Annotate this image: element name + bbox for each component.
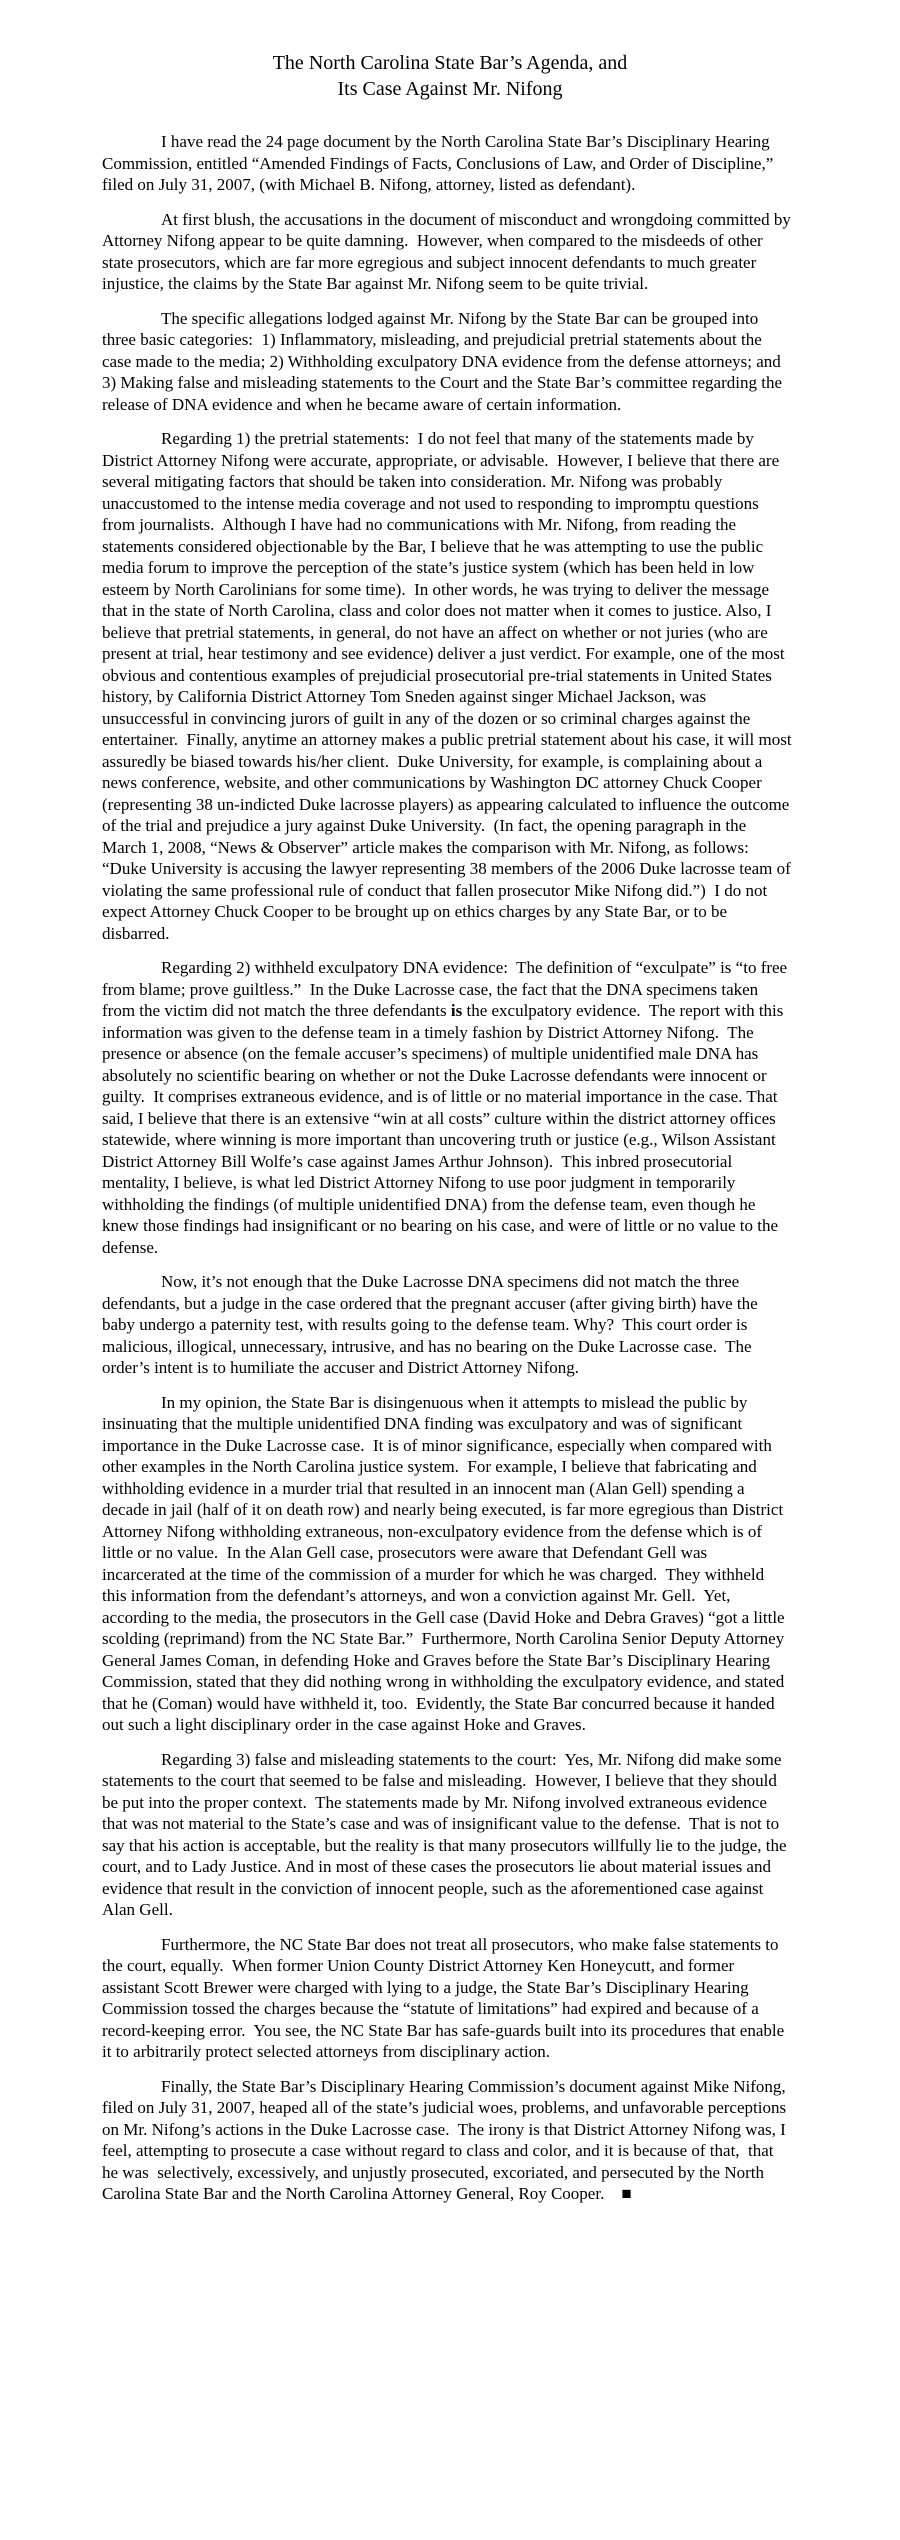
text-run: Regarding 3) false and misleading statements to the court: Yes, Mr. Nifong did make some statements to the court that seemed to be false and misleading. However, I believe that they should be put into the proper context. The statements made by Mr. Nifong involved extraneous evidence that was not material to the State’s case and was of insignificant value to the defense. That is not to say that his action is acceptable, but the reality is that many prosecutors willfully lie to the judge, the court, and to Lady Justice. And in most of these cases the prosecutors lie about material issues and evidence that result in the conviction of innocent people, such as the aforementioned case against Alan Gell. xyxy=(102,1749,791,1919)
document-body xyxy=(102,131,796,2205)
text-run: In my opinion, the State Bar is disingenuous when it attempts to mislead the public by insinuating that the multiple unidentified DNA finding was exculpatory and was of significant importance in the Duke Lacrosse case. It is of minor significance, especially when compared with other examples in the North Carolina justice system. For example, I believe that fabricating and withholding evidence in a murder trial that resulted in an innocent man (Alan Gell) spending a decade in jail (half of it on death row) and nearly being executed, is far more egregious than District Attorney Nifong withholding extraneous, non-exculpatory evidence from the defense which is of little or no value. In the Alan Gell case, prosecutors were aware that Defendant Gell was incarcerated at the time of the commission of a murder for which he was charged. They withheld this information from the defendant’s attorneys, and won a conviction against Mr. Gell. Yet, according to the media, the prosecutors in the Gell case (David Hoke and Debra Graves) “got a little scolding (reprimand) from the NC State Bar.” Furthermore, North Carolina Senior Deputy Attorney General James Coman, in defending Hoke and Graves before the State Bar’s Disciplinary Hearing Commission, stated that they did nothing wrong in withholding the exculpatory evidence, and stated that he (Coman) would have withheld it, too. Evidently, the State Bar concurred because it handed out such a light disciplinary order in the case against Hoke and Graves. xyxy=(102,1392,789,1734)
text-run: the exculpatory evidence. The report with this information was given to the defense team in a timely fashion by District Attorney Nifong. The presence or absence (on the female accuser’s specimens) of multiple unidentified male DNA has absolutely no scientific bearing on whether or not the Duke Lacrosse defendants were innocent or guilty. It comprises extraneous evidence, and is of little or no material importance in the case. That said, I believe that there is an extensive “win at all costs” culture within the district attorney offices statewide, where winning is more important than uncovering truth or justice (e.g., Wilson Assistant District Attorney Bill Wolfe’s case against James Arthur Johnson). This inbred prosecutorial mentality, I believe, is what led District Attorney Nifong to use poor judgment in temporarily withholding the findings (of multiple unidentified DNA) from the defense team, even though he knew those findings had insignificant or no bearing on his case, and were of little or no value to the defense. xyxy=(102,1001,788,1257)
title-line-2: Its Case Against Mr. Nifong xyxy=(337,78,563,100)
text-run: Now, it’s not enough that the Duke Lacrosse DNA specimens did not match the three defendants, but a judge in the case ordered that the pregnant accuser (after giving birth) have the baby undergo a paternity test, with results going to the defense team. Why? This court order is malicious, illogical, unnecessary, intrusive, and has no bearing on the Duke Lacrosse case. The order’s intent is to humiliate the accuser and District Attorney Nifong. xyxy=(102,1272,762,1377)
paragraph xyxy=(102,308,792,416)
document-title xyxy=(0,0,900,102)
paragraph xyxy=(102,1934,792,2063)
text-run: At first blush, the accusations in the document of misconduct and wrongdoing committed by Attorney Nifong appear to be quite damning. However, when compared to the misdeeds of other state prosecutors, which are far more egregious and subject innocent defendants to much greater injustice, the claims by the State Bar against Mr. Nifong seem to be quite trivial. xyxy=(102,209,795,293)
text-run: The specific allegations lodged against Mr. Nifong by the State Bar can be grouped into three basic categories: 1) Inflammatory, misleading, and prejudicial pretrial statements about the case made to the media; 2) Withholding exculpatory DNA evidence from the defense attorneys; and 3) Making false and misleading statements to the Court and the State Bar’s committee regarding the release of DNA evidence and when he became aware of certain information. xyxy=(102,308,787,414)
title-line-1: The North Carolina State Bar’s Agenda, and xyxy=(272,52,628,74)
text-run: Furthermore, the NC State Bar does not treat all prosecutors, who make false statements to the court, equally. When former Union County District Attorney Ken Honeycutt, and former assistant Scott Brewer were charged with lying to a judge, the State Bar’s Disciplinary Hearing Commission tossed the charges because the “statute of limitations” had expired and because of a record-keeping error. You see, the NC State Bar has safe-guards built into its procedures that enable it to arbitrarily protect selected attorneys from disciplinary action. xyxy=(102,1934,789,2061)
text-run: Regarding 2) withheld exculpatory DNA evidence: The definition of “exculpate” is “to free from blame; prove guiltless.” In the Duke Lacrosse case, the fact that the DNA specimens taken from the victim did not match the three defendants xyxy=(102,958,792,1020)
paragraph xyxy=(102,131,792,196)
text-run: I have read the 24 page document by the North Carolina State Bar’s Disciplinary Hearing Commission, entitled “Amended Findings of Facts, Conclusions of Law, and Order of Discipline,” filed on July 31, 2007, (with Michael B. Nifong, attorney, listed as defendant). xyxy=(102,132,778,194)
text-run: Finally, the State Bar’s Disciplinary Hearing Commission’s document against Mike Nifong, filed on July 31, 2007, heaped all of the state’s judicial woes, problems, and unfavorable perceptions on Mr. Nifong’s actions in the Duke Lacrosse case. The irony is that District Attorney Nifong was, I feel, attempting to prosecute a case without regard to class and color, and it is because of that, that he was selectively, excessively, and unjustly prosecuted, excoriated, and persecuted by the North Carolina State Bar and the North Carolina Attorney General, Roy Cooper. xyxy=(102,2076,791,2203)
paragraph xyxy=(102,1749,792,1921)
paragraph xyxy=(102,2076,792,2205)
paragraph xyxy=(102,1271,792,1379)
end-of-article-marker: ■ xyxy=(621,2184,632,2203)
text-run: Regarding 1) the pretrial statements: I do not feel that many of the statements made by District Attorney Nifong were accurate, appropriate, or advisable. However, I believe that there are several mitigating factors that should be taken into consideration. Mr. Nifong was probably unaccustomed to the intense media coverage and not used to responding to impromptu questions from journalists. Although I have had no communications with Mr. Nifong, from reading the statements considered objectionable by the Bar, I believe that he was attempting to use the public media forum to improve the perception of the state’s justice system (which has been held in low esteem by North Carolinians for some time). In other words, he was trying to deliver the message that in the state of North Carolina, class and color does not matter when it comes to justice. Also, I believe that pretrial statements, in general, do not have an affect on whether or not juries (who are present at trial, hear testimony and see evidence) deliver a just verdict. For example, one of the most obvious and contentious examples of prejudicial prosecutorial pre-trial statements in United States history, by California District Attorney Tom Sneden against singer Michael Jackson, was unsuccessful in convincing jurors of guilt in any of the dozen or so criminal charges against the entertainer. Finally, anytime an attorney makes a public pretrial statement about his case, it will most assuredly be biased towards his/her client. Duke University, for example, is complaining about a news conference, website, and other communications by Washington DC attorney Chuck Cooper (representing 38 un-indicted Duke lacrosse players) as appearing calculated to influence the outcome of the trial and prejudice a jury against Duke University. (In fact, the opening paragraph in the March 1, 2008, “News & Observer” article makes the comparison with Mr. Nifong, as follows: “Duke University is accusing the lawyer representing 38 members of the 2006 Duke lacrosse team of violating the same professional rule of conduct that fallen prosecutor Mike Nifong did.”) I do not expect Attorney Chuck Cooper to be brought up on ethics charges by any State Bar, or to be disbarred. xyxy=(102,429,796,943)
paragraph xyxy=(102,428,796,944)
paragraph xyxy=(102,957,792,1258)
paragraph xyxy=(102,209,795,295)
text-run: is xyxy=(450,1001,463,1020)
paragraph xyxy=(102,1392,792,1736)
